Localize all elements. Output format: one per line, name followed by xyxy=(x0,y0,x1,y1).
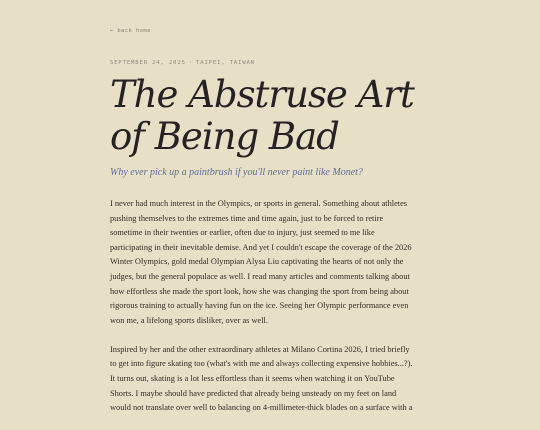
article-subtitle: Why ever pick up a paintbrush if you'll never paint like Monet? xyxy=(110,167,363,178)
paragraph-line: to get into figure skating too (what's with me and always collecting expensive hobbies...?). xyxy=(110,359,413,369)
dateline-separator: · xyxy=(188,60,194,66)
paragraph-line: would not translate over well to balancing on 4-millimeter-thick blades on a surface with a xyxy=(110,403,413,413)
paragraph-1 xyxy=(110,197,440,328)
paragraph-line: rigorous training to actually having fun on the ice. Seeing her Olympic performance even xyxy=(110,301,409,311)
paragraph-line: participating in their inevitable demise. And yet I couldn't escape the coverage of the 2026 xyxy=(110,242,412,252)
article-location: TAIPEI, TAIWAN xyxy=(196,60,255,66)
paragraph-line: Inspired by her and the other extraordinary athletes at Milano Cortina 2026, I tried briefly xyxy=(110,344,410,354)
paragraph-line: Shorts. I maybe should have predicted that already being unsteady on my feet on land xyxy=(110,388,397,398)
paragraph-line: I never had much interest in the Olympics, or sports in general. Something about athletes xyxy=(110,199,408,208)
title-line-2: of Being Bad xyxy=(110,115,339,158)
paragraph-line: Winter Olympics, gold medal Olympian Alysa Liu captivating the hearts of not only the xyxy=(110,257,404,267)
back-home-link[interactable]: ← back home xyxy=(110,28,151,34)
paragraph-line: sometime in their twenties or earlier, often due to injury, just seemed to me like xyxy=(110,228,375,238)
title-line-1: The Abstruse Art xyxy=(110,73,414,116)
paragraph-line: how effortless she made the sport look, how she was changing the sport from being about xyxy=(110,286,409,296)
article-body xyxy=(110,197,440,430)
paragraph-line: judges, but the general populace as well. I read many articles and comments talking about xyxy=(110,271,410,281)
article-date: SEPTEMBER 24, 2025 xyxy=(110,60,186,66)
dateline xyxy=(110,60,255,66)
page-title xyxy=(110,74,414,158)
paragraph-line: It turns out, skating is a lot less effortless than it seems when watching it on YouTube xyxy=(110,374,395,384)
paragraph-line: pushing themselves to the extremes time and time again, just to be forced to retire xyxy=(110,213,384,223)
paragraph-line: won me, a lifelong sports disliker, over as well. xyxy=(110,315,268,325)
